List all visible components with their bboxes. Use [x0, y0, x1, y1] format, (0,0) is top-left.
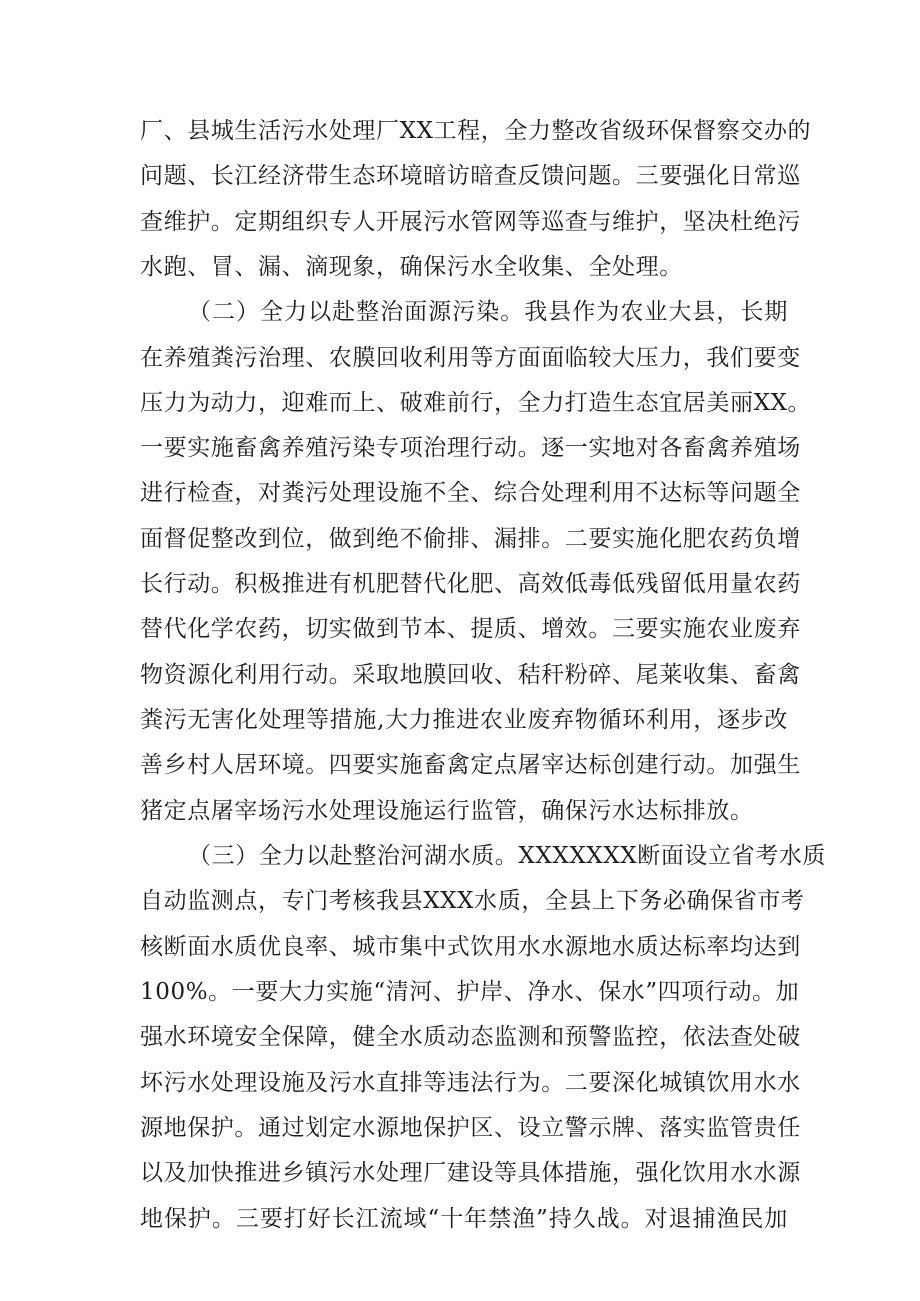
body-text-line: 替代化学农药，切实做到节本、提质、增效。三要实施农业废弃: [140, 616, 801, 642]
body-text-line: 长行动。积极推进有机肥替代化肥、高效低毒低残留低用量农药: [140, 571, 801, 597]
body-text-line: 坏污水处理设施及污水直排等违法行为。二要深化城镇饮用水水: [140, 1070, 801, 1096]
body-text-line: 压力为动力，迎难而上、破难前行，全力打造生态宜居美丽XX。: [140, 390, 812, 416]
body-text-line: 粪污无害化处理等措施,大力推进农业废弃物循环利用，逐步改: [140, 707, 788, 733]
body-text-line: 物资源化利用行动。采取地膜回收、秸秆粉碎、尾莱收集、畜禽: [140, 662, 801, 688]
body-text-line: 查维护。定期组织专人开展污水管网等巡查与维护，坚决杜绝污: [140, 209, 801, 235]
body-text-line: 源地保护。通过划定水源地保护区、设立警示牌、落实监管贵任: [140, 1115, 801, 1141]
section-heading-line: （三）全力以赴整治河湖水质。XXXXXXX断面设立省考水质: [188, 843, 827, 869]
body-text-line: 问题、长江经济带生态环境暗访暗查反馈问题。三要强化日常巡: [140, 163, 801, 189]
body-text-line: 进行检查，对粪污处理设施不全、综合处理利用不达标等问题全: [140, 480, 801, 506]
body-text-line: 核断面水质优良率、城市集中式饮用水水源地水质达标率均达到: [140, 934, 801, 960]
body-text-line: 善乡村人居环境。四要实施畜禽定点屠宰达标创建行动。加强生: [140, 752, 801, 778]
body-text-line: 水跑、冒、漏、滴现象，确保污水全收集、全处理。: [140, 254, 683, 280]
body-text-line: 面督促整改到位，做到绝不偷排、漏排。二要实施化肥农药负增: [140, 526, 801, 552]
body-text-line: 在养殖粪污治理、农膜回收利用等方面面临较大压力，我们要变: [140, 345, 801, 371]
body-text-line: 猪定点屠宰场污水处理设施运行监管，确保污水达标排放。: [140, 798, 754, 824]
body-text-line: 以及加快推进乡镇污水处理厂建设等具体措施，强化饮用水水源: [140, 1160, 801, 1186]
body-text-line: 强水环境安全保障，健全水质动态监测和预警监控，依法查处破: [140, 1024, 801, 1050]
body-text-line: 自动监测点，专门考核我县XXX水质，全县上下务必确保省市考: [140, 888, 805, 914]
body-text-line: 地保护。三要打好长江流域“十年禁渔”持久战。对退捕渔民加: [140, 1206, 788, 1232]
body-text-line: 厂、县城生活污水处理厂XX工程，全力整改省级环保督察交办的: [140, 118, 812, 144]
body-text-line: 一要实施畜禽养殖污染专项治理行动。逐一实地对各畜禽养殖场: [140, 435, 801, 461]
section-heading-line: （二）全力以赴整治面源污染。我县作为农业大县，长期: [188, 299, 788, 325]
body-text-line: 100%。一要大力实施“清河、护岸、净水、保水”四项行动。加: [140, 979, 800, 1005]
